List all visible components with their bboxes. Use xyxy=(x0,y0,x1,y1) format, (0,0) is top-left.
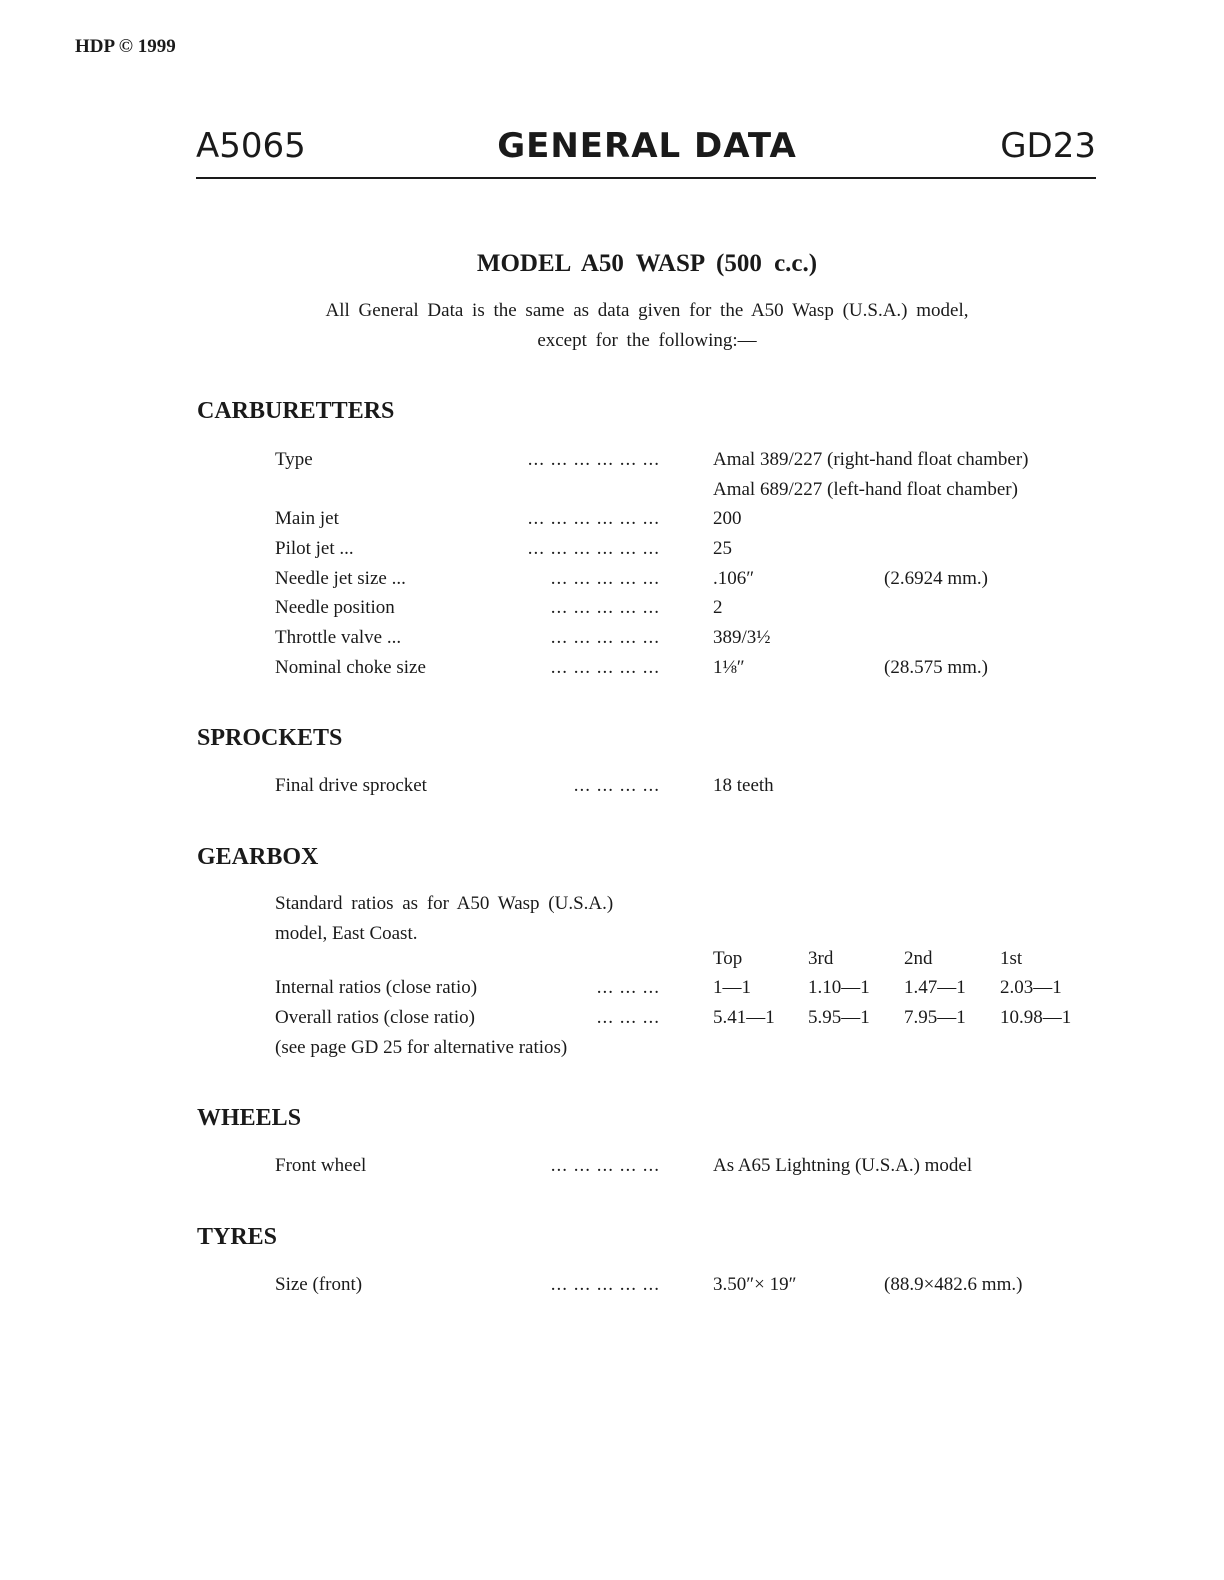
leader-dots: ... ... ... ... ... xyxy=(550,1274,660,1295)
leader-dots: ... ... ... ... ... ... xyxy=(527,538,660,559)
spec-label: Needle position xyxy=(275,597,395,618)
header-rule xyxy=(196,177,1096,179)
intro-line-1: All General Data is the same as data given for the A50 Wasp (U.S.A.) model, xyxy=(325,300,969,321)
spec-value: 1⅛″ xyxy=(713,657,745,678)
spec-label: Main jet xyxy=(275,508,339,529)
leader-dots: ... ... ... ... ... ... xyxy=(527,508,660,529)
page-title: GENERAL DATA xyxy=(497,126,797,166)
spec-label: Type xyxy=(275,449,313,470)
leader-dots: ... ... ... ... ... xyxy=(550,1155,660,1176)
ratio-column-header: 1st xyxy=(1000,948,1023,969)
spec-value: As A65 Lightning (U.S.A.) model xyxy=(713,1155,973,1176)
ratio-value: 5.95—1 xyxy=(808,1007,870,1028)
spec-label: Final drive sprocket xyxy=(275,775,427,796)
ratio-value: 1.10—1 xyxy=(808,977,870,998)
leader-dots: ... ... ... ... ... xyxy=(550,657,660,678)
spec-metric-value: (2.6924 mm.) xyxy=(884,568,988,589)
section-heading-gearbox: GEARBOX xyxy=(197,844,319,870)
spec-value: Amal 389/227 (right-hand float chamber) xyxy=(713,449,1029,470)
section-heading-sprockets: SPROCKETS xyxy=(197,725,343,751)
intro-line-2: except for the following:— xyxy=(537,330,757,351)
copyright-notice: HDP © 1999 xyxy=(75,36,176,57)
leader-dots: ... ... ... ... ... xyxy=(550,568,660,589)
leader-dots: ... ... ... ... ... ... xyxy=(527,449,660,470)
spec-value: 18 teeth xyxy=(713,775,774,796)
section-heading-carburetters: CARBURETTERS xyxy=(197,398,395,424)
spec-value: 200 xyxy=(713,508,742,529)
ratio-value: 1—1 xyxy=(713,977,751,998)
document-code-left: A5065 xyxy=(196,126,306,166)
ratio-value: 7.95—1 xyxy=(904,1007,966,1028)
spec-label: Overall ratios (close ratio) xyxy=(275,1007,475,1028)
ratio-value: 2.03—1 xyxy=(1000,977,1062,998)
ratio-column-header: 3rd xyxy=(808,948,834,969)
section-heading-tyres: TYRES xyxy=(197,1224,278,1250)
spec-value: 389/3½ xyxy=(713,627,771,648)
leader-dots: ... ... ... xyxy=(596,977,660,998)
spec-value: 2 xyxy=(713,597,723,618)
spec-label: Throttle valve ... xyxy=(275,627,402,648)
spec-value: .106″ xyxy=(713,568,755,589)
spec-label: Internal ratios (close ratio) xyxy=(275,977,478,998)
spec-value: 25 xyxy=(713,538,732,559)
gearbox-note-line-2: model, East Coast. xyxy=(275,923,418,944)
spec-metric-value: (88.9×482.6 mm.) xyxy=(884,1274,1023,1295)
spec-label: Pilot jet ... xyxy=(275,538,354,559)
spec-label: Front wheel xyxy=(275,1155,367,1176)
model-title: MODEL A50 WASP (500 c.c.) xyxy=(476,250,818,277)
leader-dots: ... ... ... ... ... xyxy=(550,627,660,648)
leader-dots: ... ... ... xyxy=(596,1007,660,1028)
ratio-value: 5.41—1 xyxy=(713,1007,775,1028)
leader-dots: ... ... ... ... ... xyxy=(550,597,660,618)
spec-label: Size (front) xyxy=(275,1274,363,1295)
spec-value: 3.50″× 19″ xyxy=(713,1274,797,1295)
ratio-value: 1.47—1 xyxy=(904,977,966,998)
spec-label: Needle jet size ... xyxy=(275,568,406,589)
ratio-column-header: Top xyxy=(713,948,743,969)
spec-label: Nominal choke size xyxy=(275,657,426,678)
gearbox-note-line-1: Standard ratios as for A50 Wasp (U.S.A.) xyxy=(275,893,614,914)
spec-value: Amal 689/227 (left-hand float chamber) xyxy=(713,479,1018,500)
ratio-column-header: 2nd xyxy=(904,948,933,969)
document-code-right: GD23 xyxy=(1000,126,1096,166)
gearbox-footnote: (see page GD 25 for alternative ratios) xyxy=(275,1037,568,1058)
leader-dots: ... ... ... ... xyxy=(573,775,660,796)
ratio-value: 10.98—1 xyxy=(1000,1007,1072,1028)
spec-metric-value: (28.575 mm.) xyxy=(884,657,988,678)
section-heading-wheels: WHEELS xyxy=(197,1105,302,1131)
